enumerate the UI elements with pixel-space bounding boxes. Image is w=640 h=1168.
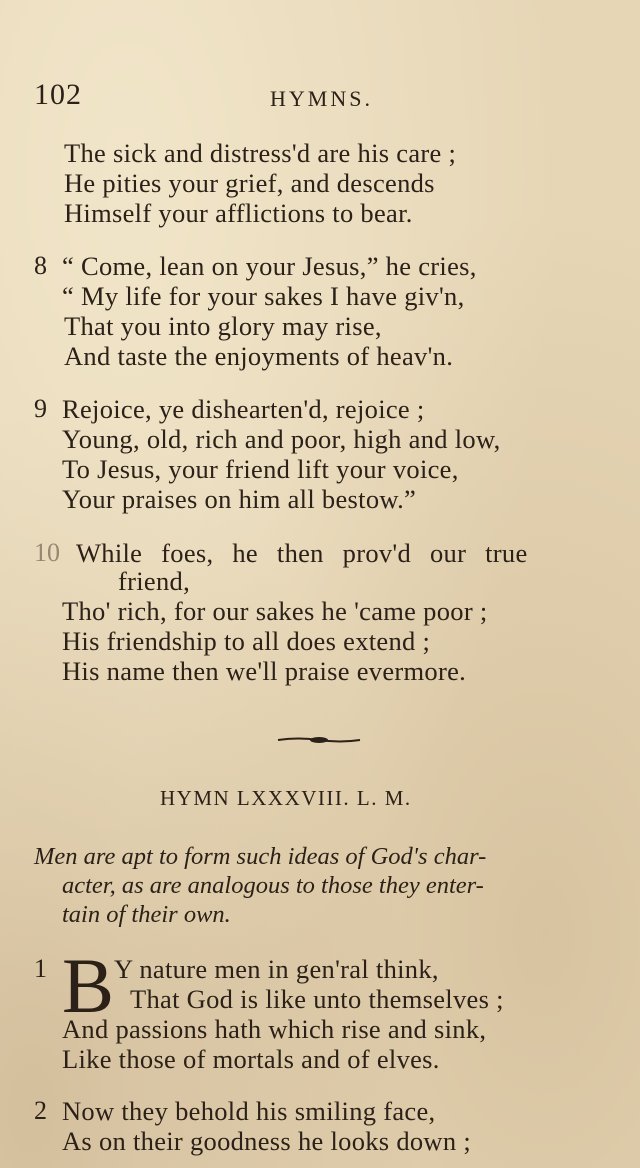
page-number: 102 [34,78,82,111]
verse-line: Your praises on him all bestow.” [62,484,417,514]
verse-line: Himself your afflictions to bear. [64,198,413,228]
verse-line: As on their goodness he looks down ; [62,1126,472,1156]
verse-line: He pities your grief, and descends [64,168,435,198]
verse-line: Like those of mortals and of elves. [62,1044,440,1074]
argument-line: tain of their own. [62,901,231,928]
verse-line: Tho' rich, for our sakes he 'came poor ; [62,596,488,626]
stanza-number: 2 [34,1096,47,1125]
stanza-number: 1 [34,954,47,983]
argument-line: acter, as are analogous to those they enter- [62,872,484,899]
stanza-number: 9 [34,394,47,423]
verse-line: Now they behold his smiling face, [62,1096,436,1126]
verse-line: Young, old, rich and poor, high and low, [62,424,501,454]
hymn-title: HYMN LXXXVIII. L. M. [160,786,412,810]
drop-cap: B [62,942,115,1029]
verse-line: That God is like unto themselves ; [130,984,504,1014]
stanza-number: 8 [34,251,47,280]
running-head: HYMNS. [270,86,373,111]
verse-line: Rejoice, ye dishearten'd, rejoice ; [62,394,425,424]
verse-line: To Jesus, your friend lift your voice, [62,454,459,484]
verse-line: That you into glory may rise, [64,311,382,341]
stanza-number: 10 [34,538,60,567]
verse-line: His name then we'll praise evermore. [62,656,467,686]
ornament-rule [276,735,362,745]
verse-line: And passions hath which rise and sink, [62,1014,487,1044]
page-header [34,78,594,118]
argument-line: Men are apt to form such ideas of God's char- [34,843,487,870]
verse-line: His friendship to all does extend ; [62,626,431,656]
verse-line: And taste the enjoyments of heav'n. [64,341,454,371]
verse-line: “ Come, lean on your Jesus,” he cries, [62,251,477,281]
verse-line: The sick and distress'd are his care ; [64,138,457,168]
verse-line: While foes, he then prov'd our true [76,538,528,568]
verse-line: “ My life for your sakes I have giv'n, [62,281,465,311]
verse-line: friend, [118,566,190,596]
verse-line: Y nature men in gen'ral think, [114,954,439,984]
